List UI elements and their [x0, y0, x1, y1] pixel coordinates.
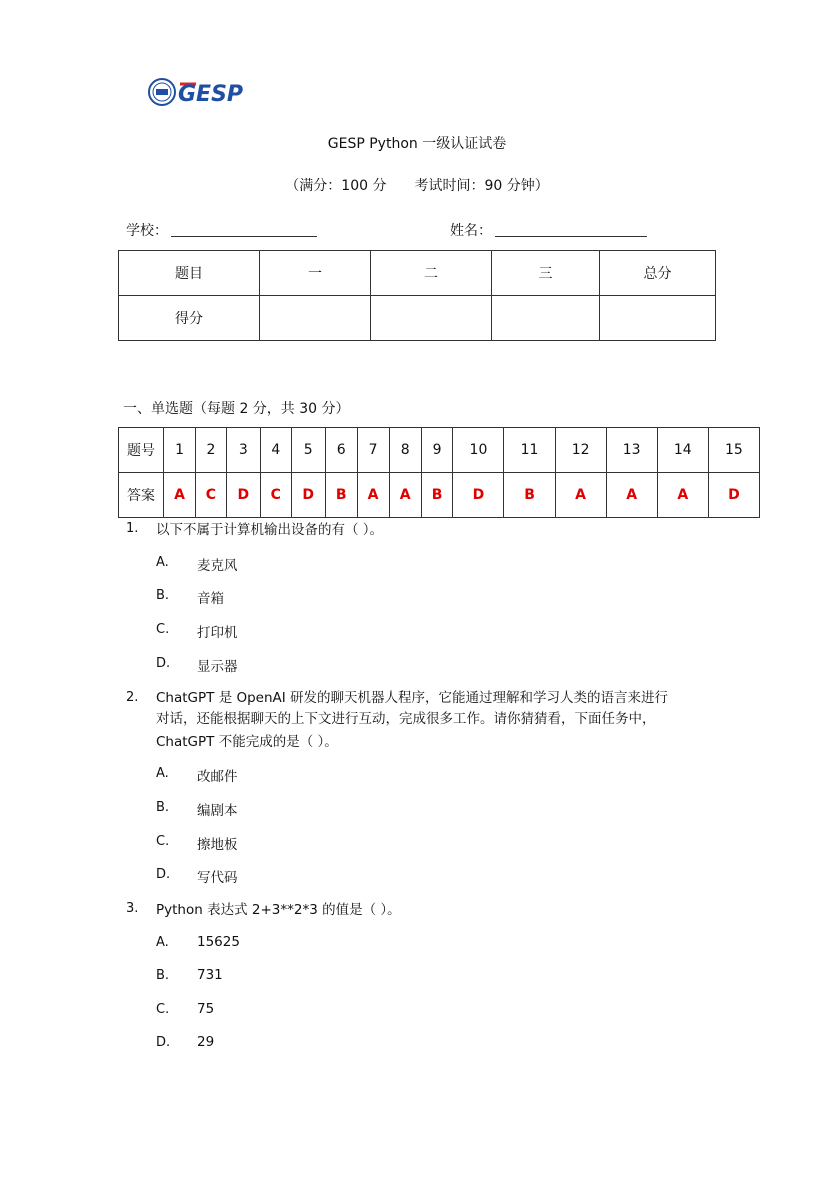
table-row [119, 296, 716, 341]
answer-cell: B [504, 473, 555, 518]
table-row [119, 428, 760, 473]
answer-row-label: 答案 [119, 473, 164, 518]
question-number-cell: 2 [196, 428, 227, 473]
score-header-cell: 三 [492, 251, 600, 296]
exam-info: （满分：100 分 考试时间：90 分钟） [285, 178, 549, 194]
page-title: GESP Python 一级认证试卷 [327, 136, 507, 152]
question-number-cell: 15 [708, 428, 759, 473]
option-letter: A. [156, 766, 169, 781]
answer-cell: D [226, 473, 260, 518]
option-text: 75 [197, 1001, 215, 1017]
score-header-cell: 总分 [600, 251, 716, 296]
question-text: ChatGPT 是 OpenAI 研发的聊天机器人程序，它能通过理解和学习人类的语言来进行 [156, 690, 669, 706]
question-text: ChatGPT 不能完成的是（ ）。 [156, 734, 338, 750]
option-text: 改邮件 [197, 769, 238, 785]
section-heading: 一、单选题（每题 2 分，共 30 分） [123, 401, 350, 417]
option-letter: A. [156, 555, 169, 570]
option-text: 写代码 [197, 870, 238, 886]
score-input-cell[interactable] [260, 296, 371, 341]
question-text: Python 表达式 2+3**2*3 的值是（ ）。 [156, 902, 401, 918]
score-table [118, 250, 716, 341]
option-letter: D. [156, 1035, 171, 1050]
question-number-cell: 5 [291, 428, 325, 473]
logo-wordmark: GESP [178, 82, 244, 107]
option-letter: D. [156, 656, 171, 671]
question-number-cell: 7 [357, 428, 389, 473]
answer-cell: B [325, 473, 357, 518]
option-letter: A. [156, 935, 169, 950]
name-field[interactable] [495, 236, 647, 237]
gesp-logo [148, 76, 264, 108]
school-field[interactable] [171, 236, 317, 237]
answer-cell: B [421, 473, 453, 518]
score-header-cell: 题目 [119, 251, 260, 296]
score-header-cell: 二 [371, 251, 492, 296]
name-label: 姓名： [450, 223, 492, 239]
answer-cell: D [708, 473, 759, 518]
question-text: 对话，还能根据聊天的上下文进行互动，完成很多工作。请你猜猜看，下面任务中， [156, 711, 656, 727]
question-number-cell: 10 [453, 428, 504, 473]
school-label: 学校： [126, 223, 168, 239]
option-text: 擦地板 [197, 837, 238, 853]
option-letter: B. [156, 800, 170, 815]
score-input-cell[interactable] [600, 296, 716, 341]
option-letter: D. [156, 867, 171, 882]
score-input-cell[interactable] [492, 296, 600, 341]
question-number-cell: 11 [504, 428, 555, 473]
option-text: 29 [197, 1034, 215, 1050]
option-letter: C. [156, 1002, 170, 1017]
option-text: 打印机 [197, 625, 238, 641]
option-text: 麦克风 [197, 558, 238, 574]
question-number-cell: 3 [226, 428, 260, 473]
option-text: 显示器 [197, 659, 238, 675]
logo-graphic [148, 76, 264, 108]
option-text: 15625 [197, 934, 240, 950]
question-number-cell: 1 [164, 428, 196, 473]
question-number: 3. [126, 901, 139, 916]
answer-cell: C [196, 473, 227, 518]
question-number-cell: 14 [657, 428, 708, 473]
answer-cell: A [357, 473, 389, 518]
answer-cell: A [606, 473, 657, 518]
score-row-label: 得分 [119, 296, 260, 341]
score-header-cell: 一 [260, 251, 371, 296]
option-letter: C. [156, 834, 170, 849]
question-number-cell: 6 [325, 428, 357, 473]
option-letter: C. [156, 622, 170, 637]
answer-cell: A [657, 473, 708, 518]
table-row [119, 251, 716, 296]
answer-cell: D [453, 473, 504, 518]
option-text: 编剧本 [197, 803, 238, 819]
answer-row-label: 题号 [119, 428, 164, 473]
option-text: 731 [197, 967, 223, 983]
question-number-cell: 13 [606, 428, 657, 473]
question-number: 2. [126, 690, 139, 705]
option-letter: B. [156, 968, 170, 983]
question-number-cell: 9 [421, 428, 453, 473]
question-number-cell: 12 [555, 428, 606, 473]
question-number: 1. [126, 521, 139, 536]
answer-cell: A [555, 473, 606, 518]
question-number-cell: 8 [389, 428, 421, 473]
answer-cell: C [260, 473, 291, 518]
question-number-cell: 4 [260, 428, 291, 473]
answer-cell: A [164, 473, 196, 518]
question-text: 以下不属于计算机输出设备的有（ ）。 [156, 522, 384, 538]
option-text: 音箱 [197, 591, 224, 607]
answer-cell: A [389, 473, 421, 518]
answer-cell: D [291, 473, 325, 518]
answer-table [118, 427, 760, 518]
option-letter: B. [156, 588, 170, 603]
table-row [119, 473, 760, 518]
score-input-cell[interactable] [371, 296, 492, 341]
